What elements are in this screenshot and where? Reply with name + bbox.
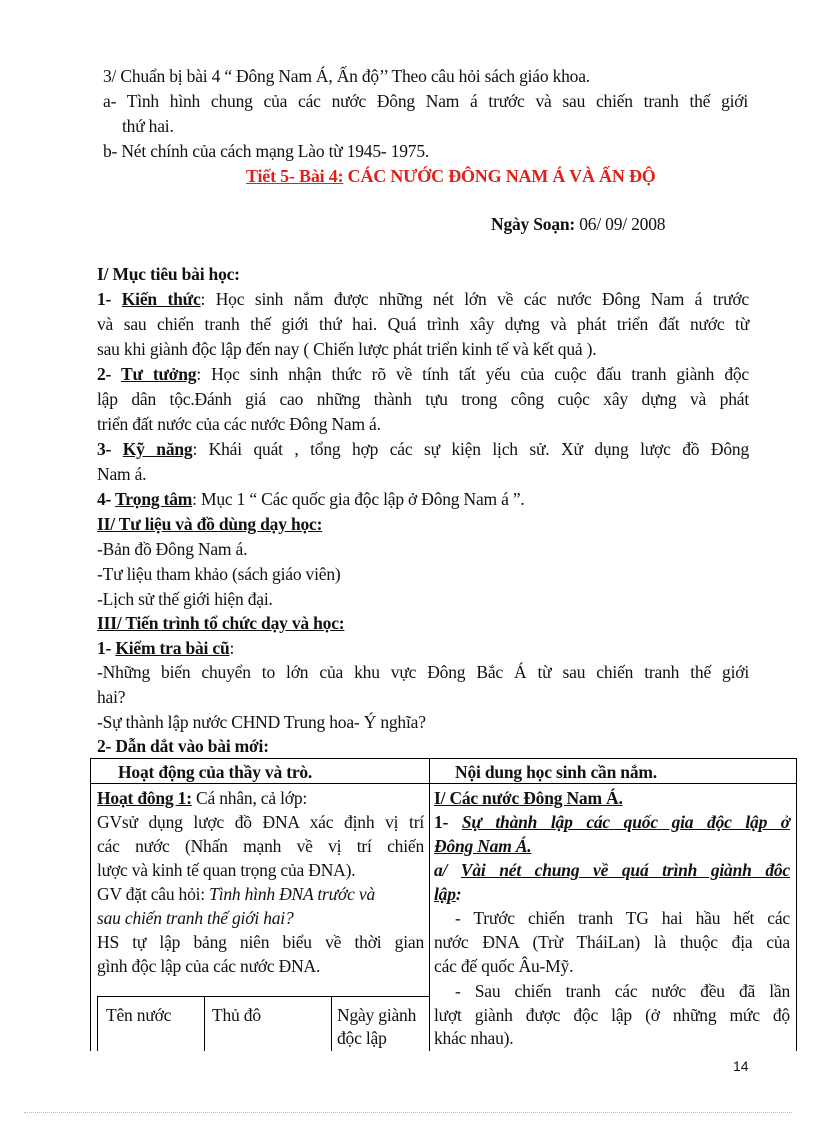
knowledge-line-1: 1- Kiến thức: Học sinh nắm được những nét lớn về các nước Đông Nam á trước bbox=[97, 289, 749, 309]
activity-label: Hoạt đông 1: bbox=[97, 788, 192, 808]
activity-line: các nước (Nhấn mạnh về vị trí chiến bbox=[97, 836, 424, 856]
activity-line: lược và kinh tế quan trọng của ĐNA). bbox=[97, 860, 356, 880]
prep-item-b: b- Nét chính của cách mạng Lào từ 1945- 1975. bbox=[103, 141, 430, 161]
content-paragraph: khác nhau). bbox=[434, 1028, 514, 1048]
lesson-title bbox=[246, 165, 656, 187]
lesson-title-main: CÁC NƯỚC ĐÔNG NAM Á VÀ ẤN ĐỘ bbox=[343, 166, 656, 186]
material-item: -Tư liệu tham khảo (sách giáo viên) bbox=[97, 564, 341, 584]
skill-line-1: 3- Kỹ năng: Khái quát , tổng hợp các sự kiện lịch sử. Xử dụng lược đồ Đông bbox=[97, 439, 749, 459]
activity-heading bbox=[97, 787, 307, 809]
content-heading-3-num: a/ bbox=[434, 860, 461, 880]
attitude-label: Tư tưởng bbox=[120, 364, 197, 384]
review-question-1-cont: hai? bbox=[97, 687, 126, 707]
subtable-border-top bbox=[97, 996, 429, 997]
student-task-cont: gình độc lập của các nước ĐNA. bbox=[97, 956, 321, 976]
material-item: -Bản đồ Đông Nam á. bbox=[97, 539, 248, 559]
review-num: 1- bbox=[97, 638, 116, 658]
skill-text-1: : Khái quát , tổng hợp các sự kiện lịch sử. Xử dụng lược đồ Đông bbox=[192, 439, 749, 459]
col-header-content: Nội dung học sinh cần nắm. bbox=[455, 762, 657, 782]
subtable-border-col1 bbox=[204, 996, 205, 1051]
prep-line: 3/ Chuẩn bị bài 4 “ Đông Nam Á, Ấn độ’’ Theo câu hỏi sách giáo khoa. bbox=[103, 66, 590, 86]
review-heading bbox=[97, 637, 234, 659]
review-question-1: -Những biến chuyển to lớn của khu vực Đông Bắc Á từ sau chiến tranh thế giới bbox=[97, 662, 749, 682]
table-border-right bbox=[796, 758, 797, 1051]
prep-date-value: 06/ 09/ 2008 bbox=[575, 214, 666, 234]
content-paragraph: các đế quốc Âu-Mỹ. bbox=[434, 956, 574, 976]
table-border-left bbox=[90, 758, 91, 1051]
review-label: Kiểm tra bài cũ bbox=[115, 638, 230, 658]
activity-line: GVsử dụng lược đồ ĐNA xác định vị trí bbox=[97, 812, 424, 832]
lesson-title-prefix: Tiết 5- Bài 4: bbox=[246, 166, 344, 186]
content-heading-3-colon: : bbox=[455, 884, 462, 904]
section-1-prefix: I/ bbox=[97, 264, 109, 284]
section-1-title: Mục tiêu bài học: bbox=[108, 264, 240, 284]
material-item: -Lịch sử thế giới hiện đại. bbox=[97, 589, 273, 609]
knowledge-line-2: và sau chiến tranh thế giới thứ hai. Quá trình xây dựng và phát triển đất nước từ bbox=[97, 314, 749, 334]
section-2-heading: II/ Tư liệu và đồ dùng dạy học: bbox=[97, 514, 323, 534]
knowledge-text-1: : Học sinh nắm được những nét lớn về các nước Đông Nam á trước bbox=[200, 289, 749, 309]
knowledge-label: Kiến thức bbox=[121, 289, 201, 309]
content-heading-2-text: Sự thành lập các quốc gia độc lập ở bbox=[461, 812, 791, 832]
attitude-line-3: triển đất nước của các nước Đông Nam á. bbox=[97, 414, 381, 434]
content-heading-3-cont bbox=[434, 883, 461, 905]
content-heading-3 bbox=[434, 859, 790, 881]
section-3-heading: III/ Tiến trình tổ chức dạy và học: bbox=[97, 613, 345, 633]
content-heading-1: I/ Các nước Đông Nam Á. bbox=[434, 788, 623, 808]
skill-label: Kỹ năng bbox=[122, 439, 193, 459]
content-paragraph: nước ĐNA (Trừ TháiLan) là thuộc địa của bbox=[434, 932, 790, 952]
activity-mode: Cá nhân, cả lớp: bbox=[191, 788, 308, 808]
table-border-top bbox=[90, 758, 797, 759]
subtable-header-date: Ngày giành bbox=[337, 1005, 417, 1025]
intro-heading: 2- Dẫn dắt vào bài mới: bbox=[97, 736, 269, 756]
knowledge-line-3: sau khi giành độc lập đến nay ( Chiến lược phát triển kinh tế và kết quả ). bbox=[97, 339, 597, 359]
content-heading-2-num: 1- bbox=[434, 812, 462, 832]
content-paragraph: - Trước chiến tranh TG hai hầu hết các bbox=[455, 908, 790, 928]
subtable-header-capital: Thủ đô bbox=[212, 1005, 261, 1025]
teacher-question-label: GV đặt câu hỏi: bbox=[97, 884, 210, 904]
attitude-line-1: 2- Tư tưởng: Học sinh nhận thức rõ về tính tất yếu của cuộc đấu tranh giành độc bbox=[97, 364, 749, 384]
prep-item-a: a- Tình hình chung của các nước Đông Nam á trước và sau chiến tranh thế giới bbox=[103, 91, 748, 111]
subtable-border-left bbox=[97, 996, 98, 1051]
col-header-activities: Hoạt động của thầy và trò. bbox=[118, 762, 313, 782]
student-task: HS tự lập bảng niên biểu về thời gian bbox=[97, 932, 424, 952]
attitude-line-2: lập dân tộc.Đánh giá cao những thành tựu trong công cuộc xây dựng và phát bbox=[97, 389, 749, 409]
content-paragraph: - Sau chiến tranh các nước đều đã lần bbox=[455, 981, 790, 1001]
page-number: 14 bbox=[733, 1058, 749, 1074]
page-footer-line bbox=[24, 1112, 792, 1113]
table-header-divider bbox=[90, 783, 797, 784]
attitude-text-1: : Học sinh nhận thức rõ về tính tất yếu của cuộc đấu tranh giành độc bbox=[196, 364, 749, 384]
content-paragraph: lượt giành được độc lập (ở những mức độ bbox=[434, 1005, 790, 1025]
teacher-question-cont: sau chiến tranh thế giới hai? bbox=[97, 908, 294, 928]
skill-line-2: Nam á. bbox=[97, 464, 147, 484]
subtable-border-col2 bbox=[331, 996, 332, 1051]
prep-date-label: Ngày Soạn: bbox=[491, 214, 576, 234]
prep-item-a-cont: thứ hai. bbox=[122, 116, 174, 136]
section-1-heading bbox=[97, 263, 240, 285]
teacher-question-text: Tình hình ĐNA trước và bbox=[209, 884, 375, 904]
subtable-header-date-cont: độc lập bbox=[337, 1028, 387, 1048]
content-heading-3-word: lập bbox=[434, 884, 456, 904]
focus-text: : Mục 1 “ Các quốc gia độc lập ở Đông Nam á ”. bbox=[192, 489, 525, 509]
focus-line: 4- Trọng tâm: Mục 1 “ Các quốc gia độc lập ở Đông Nam á ”. bbox=[97, 489, 525, 509]
table-border-middle bbox=[429, 758, 430, 1051]
subtable-header-country: Tên nước bbox=[106, 1005, 172, 1025]
review-colon: : bbox=[229, 638, 235, 658]
focus-label: Trọng tâm bbox=[115, 489, 193, 509]
content-heading-2-cont: Đông Nam Á. bbox=[434, 836, 532, 856]
prep-date bbox=[491, 213, 665, 235]
content-heading-2 bbox=[434, 811, 790, 833]
content-heading-3-text: Vài nét chung về quá trình giành đôc bbox=[460, 860, 790, 880]
review-question-2: -Sự thành lập nước CHND Trung hoa- Ý nghĩa? bbox=[97, 712, 426, 732]
teacher-question bbox=[97, 883, 375, 905]
